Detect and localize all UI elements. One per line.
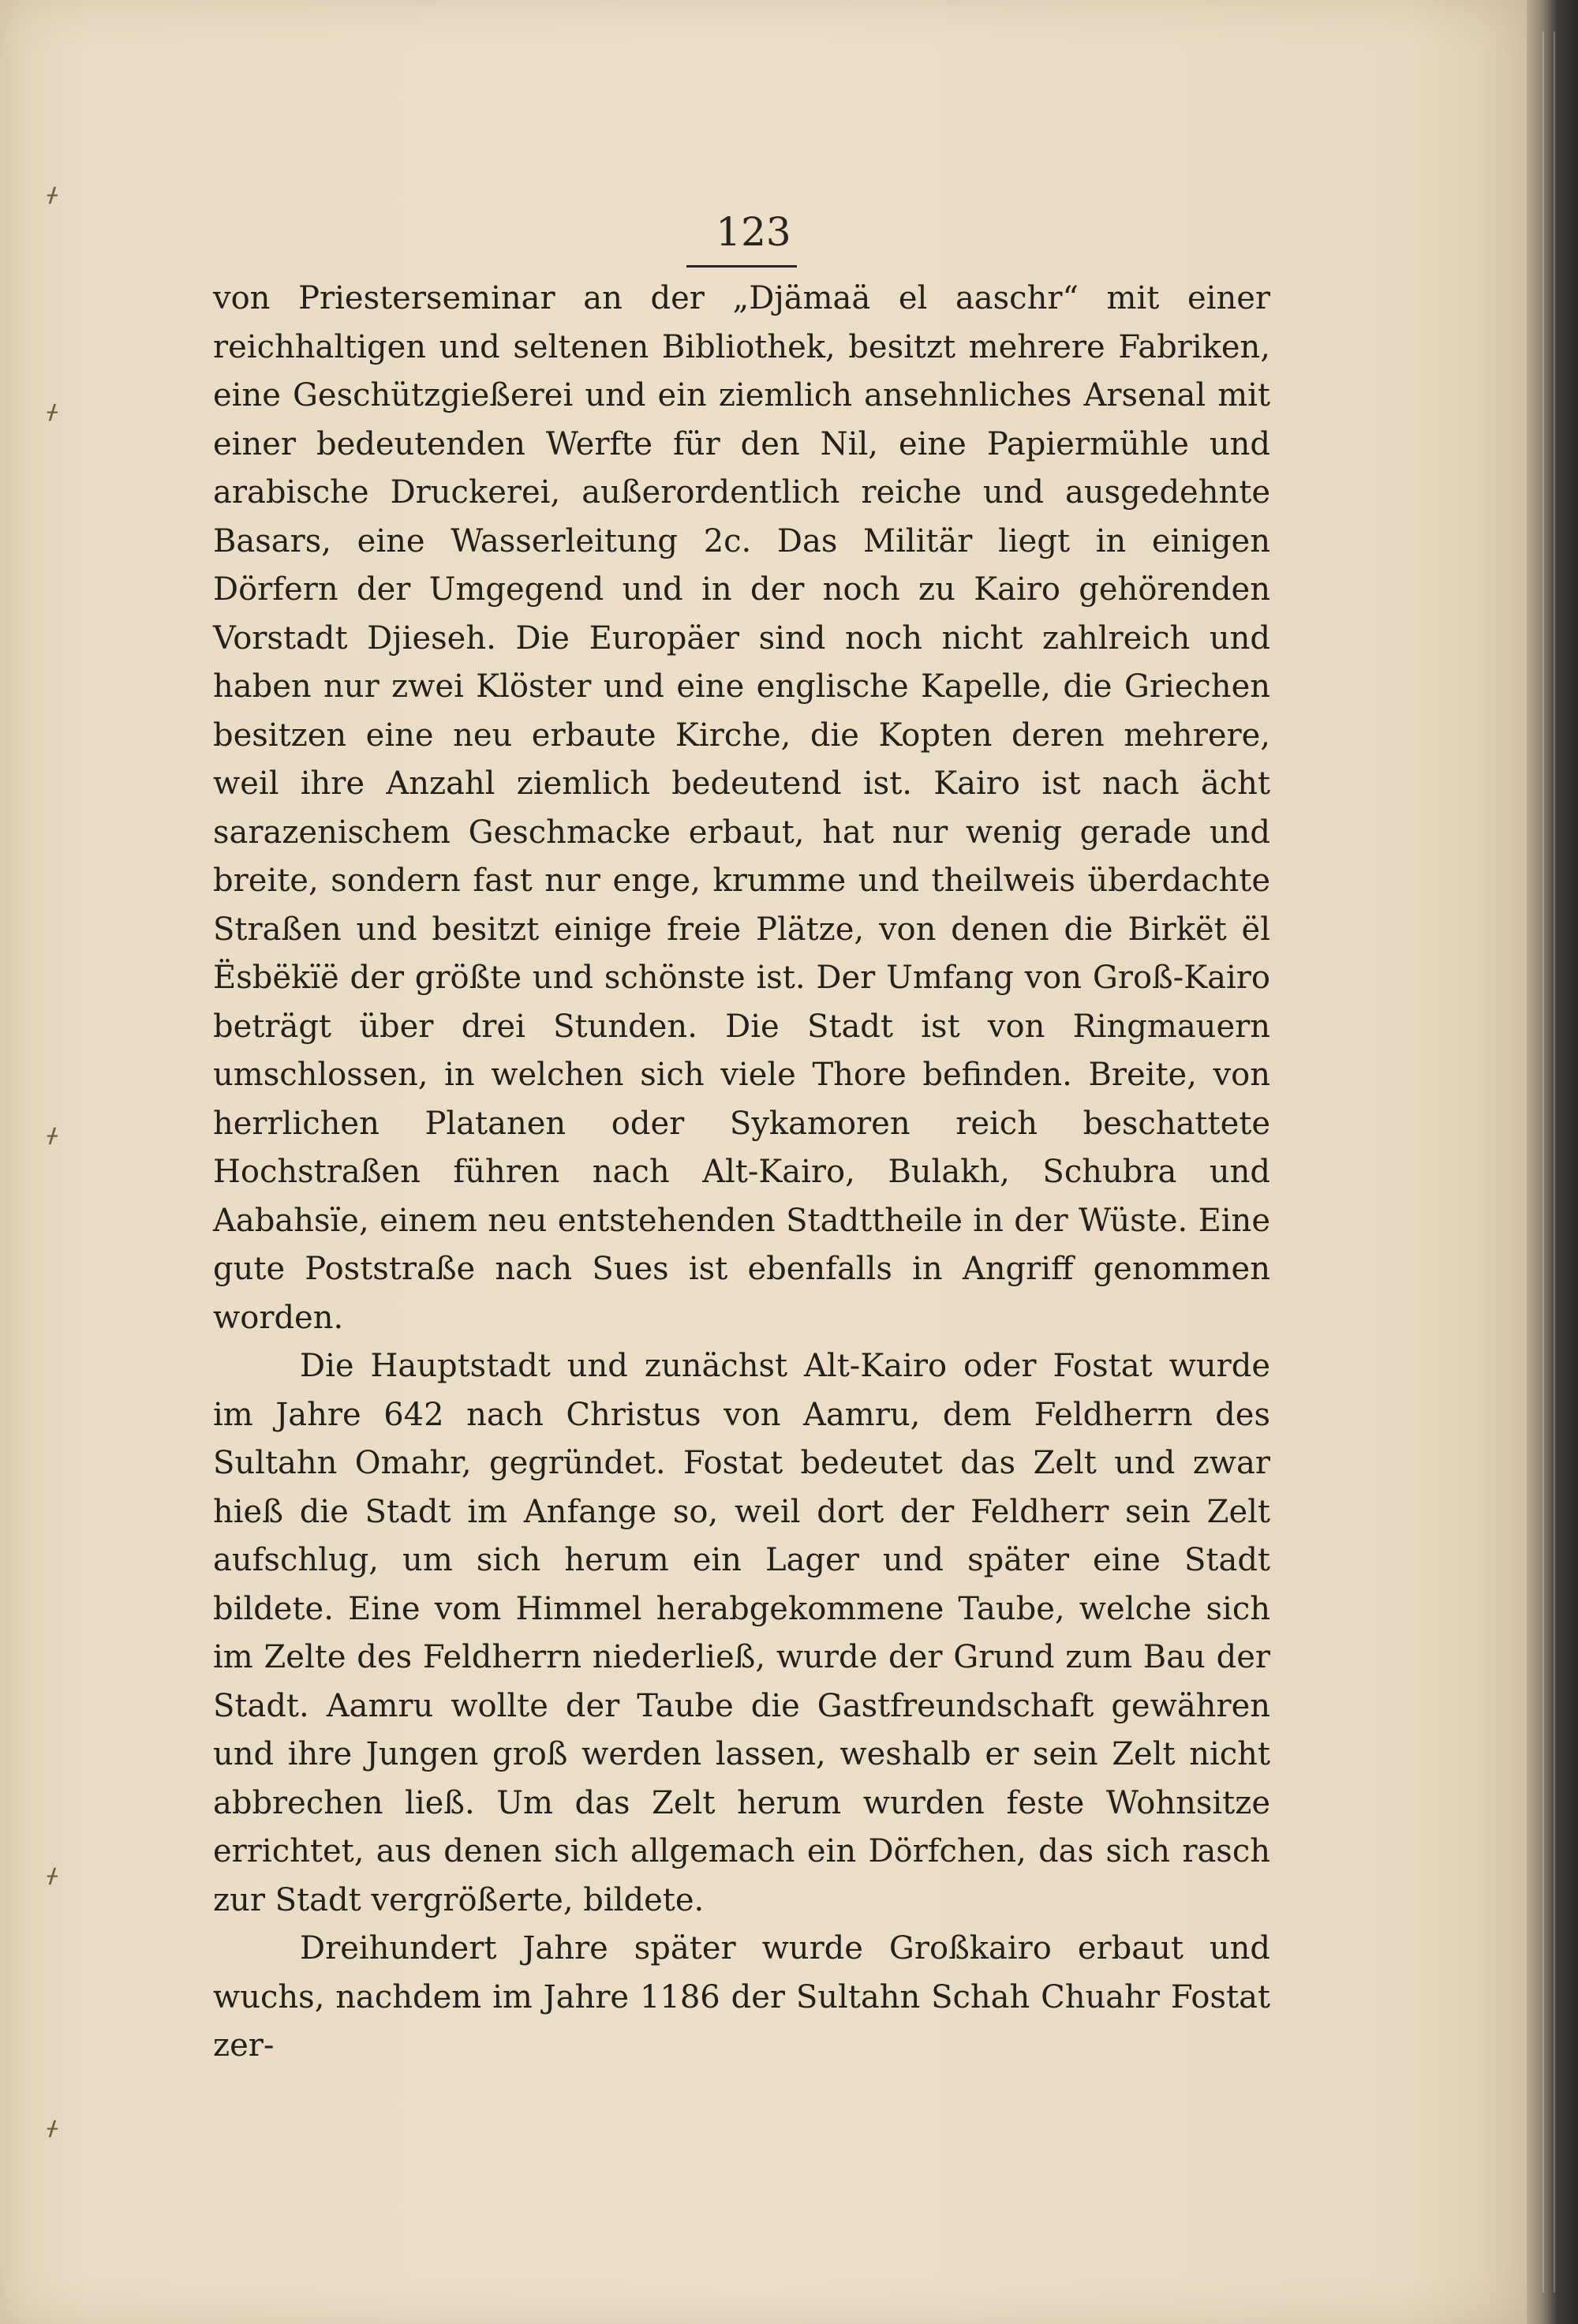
paragraph: Die Hauptstadt und zunächst Alt-Kairo oder Fostat wurde im Jahre 642 nach Christus von Aamru, dem Feldherrn des Sultahn Omahr, gegründet. Fostat bedeutet das Zelt und zwar hieß die Stadt im Anfange so, weil dort der Feldherr sein Zelt aufschlug, um sich herum ein Lager und später eine Stadt bildete. Eine vom Himmel herabgekommene Taube, welche sich im Zelte des Feldherrn niederließ, wurde der Grund zum Bau der Stadt. Aamru wollte der Taube die Gastfreundschaft gewähren und ihre Jungen groß werden lassen, weshalb er sein Zelt nicht abbrechen ließ. Um das Zelt herum wurden feste Wohnsitze errichtet, aus denen sich allgemach ein Dörfchen, das sich rasch zur Stadt vergrößerte, bildete.	[213, 1348, 1270, 1918]
binding-line	[1542, 32, 1544, 2292]
binding-line	[1554, 32, 1555, 2292]
stitch-mark: ᚋ	[47, 400, 58, 424]
stitch-mark: ᚋ	[47, 183, 58, 207]
stitch-mark: ᚋ	[47, 1864, 58, 1888]
paragraph: von Priesterseminar an der „Djämaä el aaschr“ mit einer reichhaltigen und seltenen Bibliothek, besitzt mehrere Fabriken, eine Geschützgießerei und ein ziemlich ansehnliches Arsenal mit einer bedeutenden Werfte für den Nil, eine Papiermühle und arabische Druckerei, außerordentlich reiche und ausgedehnte Basars, eine Wasserleitung 2c. Das Militär liegt in einigen Dörfern der Umgegend und in der noch zu Kairo gehörenden Vorstadt Djieseh. Die Europäer sind noch nicht zahlreich und haben nur zwei Klöster und eine englische Kapelle, die Griechen besitzen eine neu erbaute Kirche, die Kopten deren mehrere, weil ihre Anzahl ziemlich bedeutend ist. Kairo ist nach ächt sarazenischem Geschmacke erbaut, hat nur wenig gerade und breite, sondern fast nur enge, krumme und theilweis überdachte Straßen und besitzt einige freie Plätze, von denen die Birkët ël Ësbëkïë der größte und schönste ist. Der Umfang von Groß-Kairo beträgt über drei Stunden. Die Stadt ist von Ringmauern umschlossen, in welchen sich viele Thore befinden. Breite, von herrlichen Platanen oder Sykamoren reich beschattete Hochstraßen führen nach Alt-Kairo, Bulakh, Schubra und Aabahsïe, einem neu entstehenden Stadttheile in der Wüste. Eine gute Poststraße nach Sues ist ebenfalls in Angriff genommen worden.	[213, 280, 1270, 1336]
page-number-rule	[686, 265, 797, 268]
stitch-mark: ᚋ	[47, 1124, 58, 1147]
book-binding-edge	[1527, 0, 1578, 2324]
body-text	[213, 275, 1270, 2071]
page-number: 123	[716, 209, 791, 255]
paragraph: Dreihundert Jahre später wurde Großkairo erbaut und wuchs, nachdem im Jahre 1186 der Sultahn Schah Chuahr Fostat zer-	[213, 1930, 1270, 2064]
stitch-mark: ᚋ	[47, 2116, 58, 2140]
